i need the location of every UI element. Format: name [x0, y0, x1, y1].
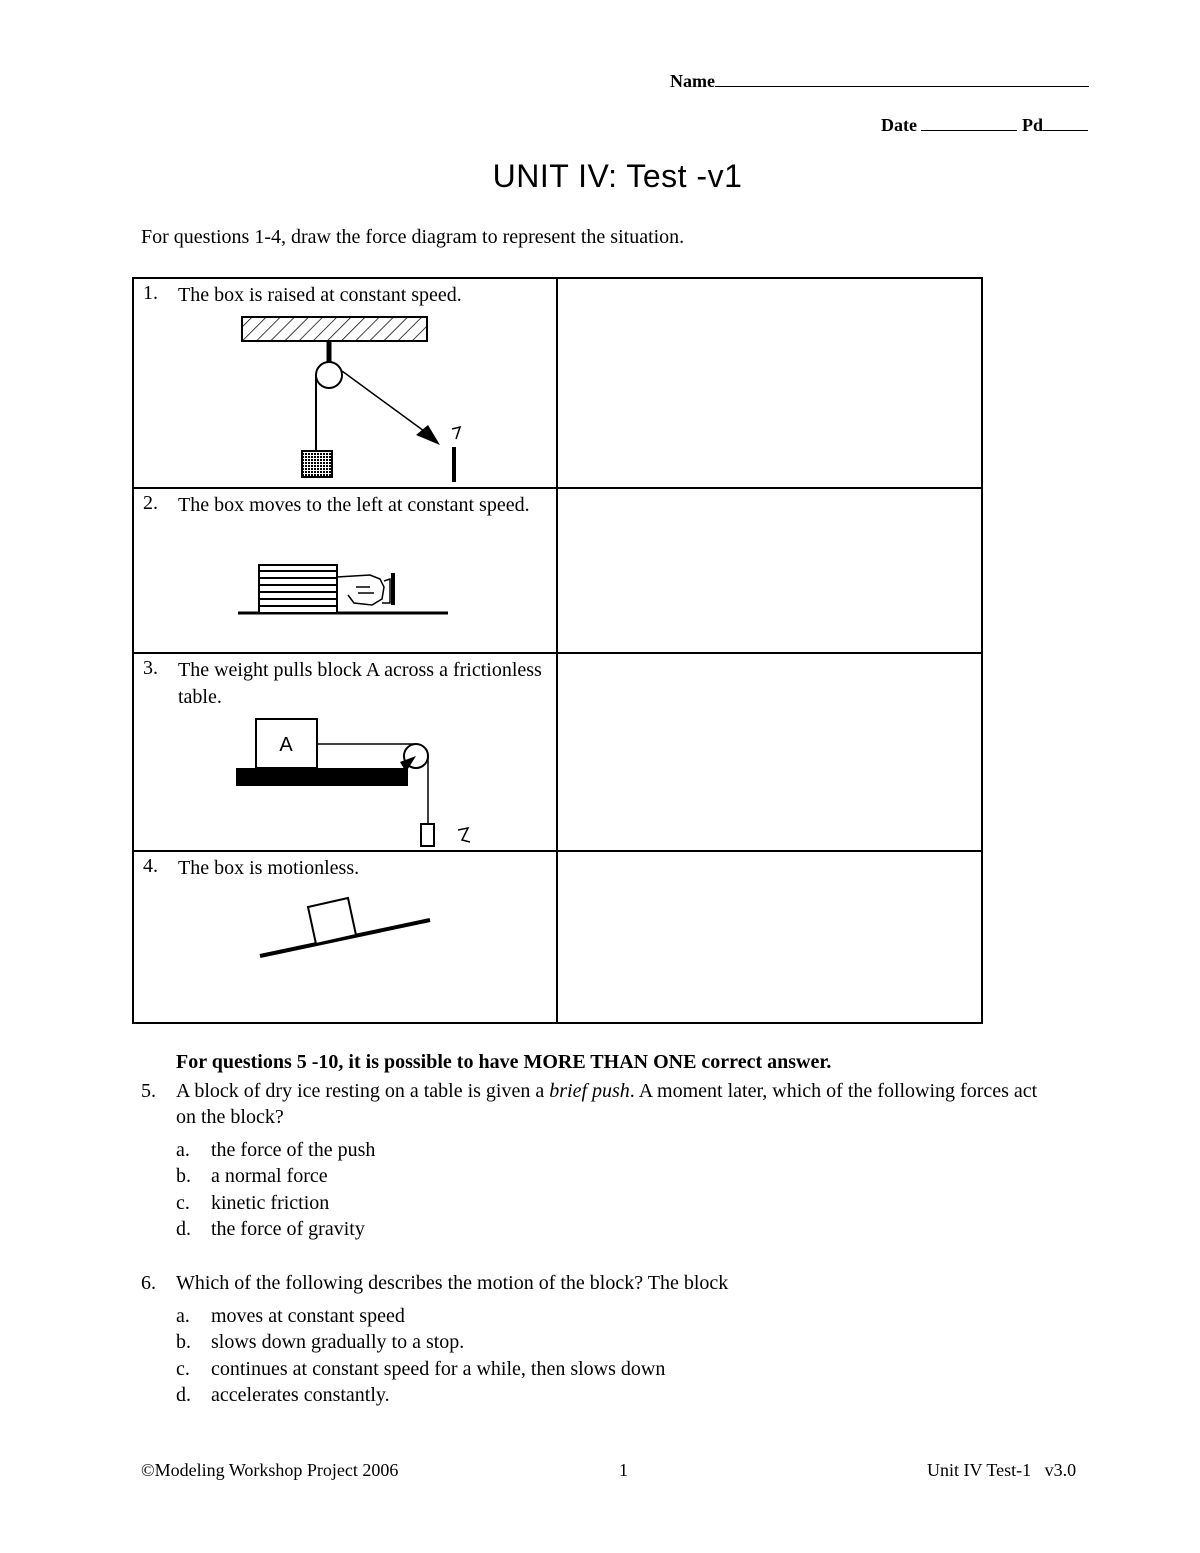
- q5-option-c-letter[interactable]: c.: [176, 1192, 190, 1214]
- table-row: [133, 278, 982, 488]
- question-number: 3.: [143, 657, 158, 679]
- page-title: UNIT IV: Test -v1: [492, 158, 743, 194]
- table-row: [133, 851, 982, 1023]
- name-line: [670, 70, 1089, 92]
- pd-blank[interactable]: [1043, 114, 1088, 131]
- q6-option-c[interactable]: continues at constant speed for a while, then slows down: [211, 1358, 666, 1380]
- question-number: 1.: [143, 282, 158, 304]
- question-number: 2.: [143, 492, 158, 514]
- question-5-text-part: A block of dry ice resting on a table is given a: [176, 1080, 550, 1102]
- question-text: The box is raised at constant speed.: [178, 284, 462, 306]
- question-1-cell: [133, 278, 557, 488]
- rope-diagonal: [342, 371, 424, 431]
- motion-mark: [458, 828, 470, 842]
- date-label: Date: [881, 115, 917, 135]
- incline-box: [308, 898, 356, 944]
- instructions-1-4: For questions 1-4, draw the force diagram to represent the situation.: [141, 226, 685, 248]
- hanging-box: [302, 451, 332, 477]
- q6-option-d-letter[interactable]: d.: [176, 1384, 191, 1406]
- force-diagram-table: [132, 277, 983, 1024]
- question-text: The weight pulls block A across a frictionless table.: [178, 659, 542, 708]
- question-4-cell: [133, 851, 557, 1023]
- q5-option-c[interactable]: kinetic friction: [211, 1192, 330, 1214]
- q5-option-d-letter[interactable]: d.: [176, 1218, 191, 1240]
- q6-option-a[interactable]: moves at constant speed: [211, 1305, 405, 1327]
- pushed-box-figure: [134, 489, 558, 654]
- question-2-cell: [133, 488, 557, 653]
- question-6-text: Which of the following describes the motion of the block? The block: [176, 1272, 729, 1294]
- table-row: [133, 488, 982, 653]
- answer-box-1[interactable]: [557, 278, 982, 488]
- date-blank[interactable]: [921, 114, 1017, 131]
- footer-test-id: Unit IV Test-1 v3.0: [927, 1460, 1077, 1480]
- q5-option-b[interactable]: a normal force: [211, 1165, 328, 1187]
- hand-fingers: [452, 427, 460, 439]
- footer-copyright: ©Modeling Workshop Project 2006: [141, 1460, 399, 1480]
- question-5-emphasis: brief push: [549, 1080, 630, 1102]
- q6-option-b[interactable]: slows down gradually to a stop.: [211, 1331, 465, 1353]
- frictionless-table: [236, 768, 408, 786]
- answer-box-3[interactable]: [557, 653, 982, 851]
- footer-page-number: 1: [619, 1460, 628, 1480]
- pd-label: Pd: [1021, 115, 1043, 135]
- block-a-label: A: [279, 734, 293, 756]
- pulley-wheel: [316, 362, 342, 388]
- name-blank[interactable]: [715, 70, 1089, 87]
- table-pulley-figure: [134, 654, 558, 852]
- name-label: Name: [670, 71, 715, 91]
- question-6-number: 6.: [141, 1272, 156, 1294]
- question-text: The box is motionless.: [178, 857, 360, 879]
- question-5-number: 5.: [141, 1080, 156, 1102]
- question-text: The box moves to the left at constant speed.: [178, 494, 530, 516]
- q6-option-a-letter[interactable]: a.: [176, 1305, 190, 1327]
- q6-option-b-letter[interactable]: b.: [176, 1331, 191, 1353]
- q5-option-d[interactable]: the force of gravity: [211, 1218, 365, 1240]
- q6-option-d[interactable]: accelerates constantly.: [211, 1384, 390, 1406]
- hanging-weight: [421, 824, 434, 846]
- q5-option-a-letter[interactable]: a.: [176, 1139, 190, 1161]
- q5-option-b-letter[interactable]: b.: [176, 1165, 191, 1187]
- answer-box-2[interactable]: [557, 488, 982, 653]
- question-5-text-part: . A moment later, which of the following forces act on the block?: [176, 1080, 1038, 1128]
- date-pd-line: [881, 114, 1088, 136]
- answer-box-4[interactable]: [557, 851, 982, 1023]
- ceiling-beam: [242, 317, 427, 341]
- pushing-hand-icon: [337, 575, 390, 605]
- q6-option-c-letter[interactable]: c.: [176, 1358, 190, 1380]
- q5-option-a[interactable]: the force of the push: [211, 1139, 376, 1161]
- table-row: [133, 653, 982, 851]
- incline-figure: [134, 852, 558, 1024]
- question-number: 4.: [143, 855, 158, 877]
- mc-instructions: For questions 5 -10, it is possible to have MORE THAN ONE correct answer.: [176, 1051, 832, 1073]
- question-3-cell: [133, 653, 557, 851]
- pulley-figure: [134, 279, 558, 489]
- question-5-text: [176, 1078, 1056, 1130]
